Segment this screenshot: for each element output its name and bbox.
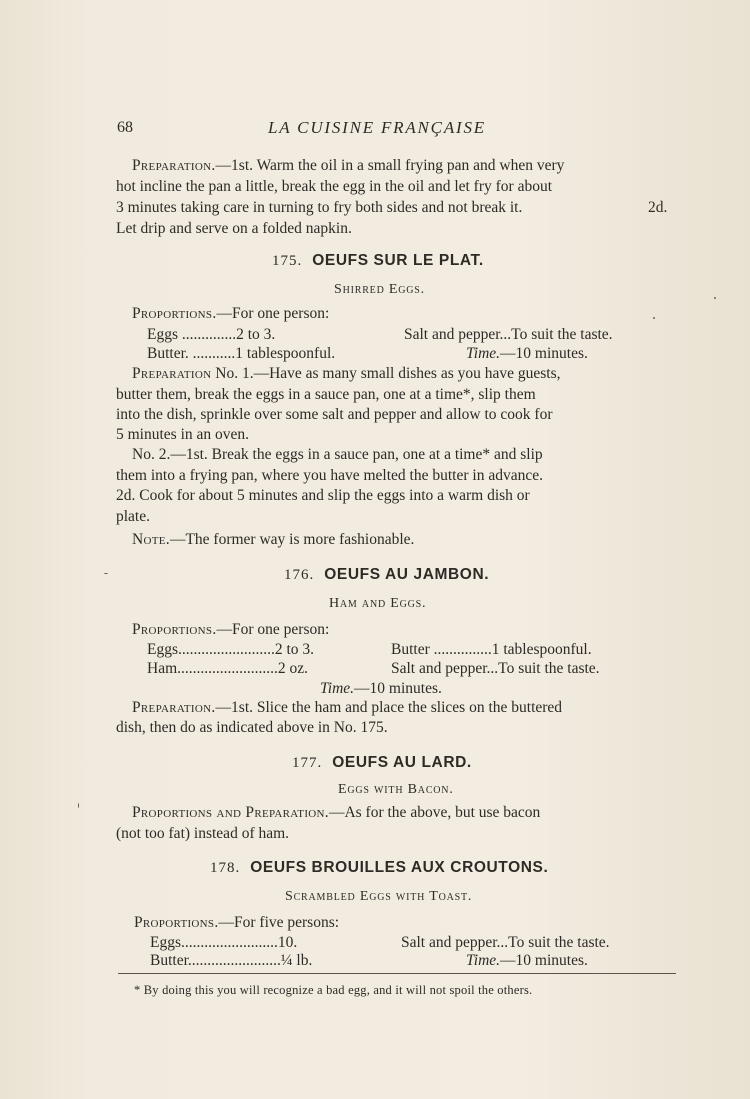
time-label: Time. xyxy=(320,680,355,697)
time-label: Time. xyxy=(466,952,501,969)
paper-speck xyxy=(104,573,108,574)
recipe-178-proportions xyxy=(134,912,339,933)
recipe-176-heading xyxy=(284,566,489,584)
recipe-177-line-2: (not too fat) instead of ham. xyxy=(116,825,290,842)
footnote: * By doing this you will recognize a bad egg, and it will not spoil the others. xyxy=(134,983,533,997)
time-value: —10 minutes. xyxy=(500,345,588,362)
intro-line-4: Let drip and serve on a folded napkin. xyxy=(116,220,352,237)
preparation-label: Preparation. xyxy=(132,157,216,174)
recipe-178-salt: Salt and pepper...To suit the taste. xyxy=(401,934,610,951)
recipe-175-prep2-line-4: plate. xyxy=(116,508,150,525)
proportions-label: Proportions. xyxy=(132,621,217,638)
paper-speck xyxy=(653,317,655,319)
proportions-preparation-label: Proportions and Preparation. xyxy=(132,804,329,821)
recipe-178-title: OEUFS BROUILLES AUX CROUTONS. xyxy=(250,859,549,876)
intro-line-3a: 3 minutes taking care in turning to fry both sides and not break it. xyxy=(116,199,523,216)
page-number: 68 xyxy=(117,119,133,136)
recipe-176-prep-line-2: dish, then do as indicated above in No. 175. xyxy=(116,719,388,736)
recipe-175-prep2-line-1: No. 2.—1st. Break the eggs in a sauce pan, one at a time* and slip xyxy=(132,446,543,463)
time-value: —10 minutes. xyxy=(500,952,588,969)
recipe-177-number: 177. xyxy=(292,755,323,771)
recipe-175-butter: Butter. ...........1 tablespoonful. xyxy=(147,345,336,362)
note-label: Note. xyxy=(132,531,170,548)
proportions-label: Proportions. xyxy=(134,914,219,931)
recipe-175-number: 175. xyxy=(272,253,303,269)
time-label: Time. xyxy=(466,345,501,362)
recipe-177-text: —As for the above, but use bacon xyxy=(328,804,541,821)
proportions-text: —For five persons: xyxy=(218,914,340,931)
running-title: LA CUISINE FRANÇAISE xyxy=(268,118,486,137)
recipe-175-subtitle: Shirred Eggs. xyxy=(334,282,425,297)
recipe-178-number: 178. xyxy=(210,860,241,876)
recipe-178-heading xyxy=(210,859,548,877)
recipe-175-title: OEUFS SUR LE PLAT. xyxy=(312,252,484,269)
preparation-label: Preparation. xyxy=(132,699,216,716)
intro-line-3b: 2d. xyxy=(648,199,668,216)
note-text: —The former way is more fashionable. xyxy=(169,531,415,548)
prep-text: —1st. Slice the ham and place the slices on the buttered xyxy=(215,699,563,716)
recipe-176-salt: Salt and pepper...To suit the taste. xyxy=(391,660,600,677)
recipe-175-prep1-line-1 xyxy=(132,363,561,384)
proportions-text: —For one person: xyxy=(216,621,330,638)
recipe-176-butter: Butter ...............1 tablespoonful. xyxy=(391,641,592,658)
recipe-176-subtitle: Ham and Eggs. xyxy=(329,596,427,611)
recipe-175-salt: Salt and pepper...To suit the taste. xyxy=(404,326,613,343)
paper-speck xyxy=(78,803,79,808)
recipe-176-number: 176. xyxy=(284,567,315,583)
recipe-176-ham: Ham..........................2 oz. xyxy=(147,660,309,677)
recipe-177-line-1 xyxy=(132,802,540,823)
prep1-text: No. 1.—Have as many small dishes as you have guests, xyxy=(211,365,561,382)
recipe-176-eggs: Eggs.........................2 to 3. xyxy=(147,641,315,658)
proportions-label: Proportions. xyxy=(132,305,217,322)
recipe-178-eggs: Eggs.........................10. xyxy=(150,934,298,951)
recipe-176-proportions xyxy=(132,619,329,640)
recipe-175-note xyxy=(132,529,414,550)
recipe-175-prep1-line-2: butter them, break the eggs in a sauce pan, one at a time*, slip them xyxy=(116,386,536,403)
recipe-176-prep-line-1 xyxy=(132,697,562,718)
recipe-177-subtitle: Eggs with Bacon. xyxy=(338,782,454,797)
intro-line-1 xyxy=(132,155,564,176)
recipe-175-time xyxy=(466,343,588,364)
recipe-176-time xyxy=(320,678,442,699)
recipe-175-prep1-line-3: into the dish, sprinkle over some salt and pepper and allow to cook for xyxy=(116,406,553,423)
recipe-178-subtitle: Scrambled Eggs with Toast. xyxy=(285,889,473,904)
footnote-rule xyxy=(118,973,676,974)
recipe-177-heading xyxy=(292,754,472,772)
preparation-label: Preparation xyxy=(132,365,212,382)
recipe-178-butter: Butter........................¼ lb. xyxy=(150,952,313,969)
intro-line-2: hot incline the pan a little, break the egg in the oil and let fry for about xyxy=(116,178,553,195)
paper-speck xyxy=(714,297,716,299)
recipe-175-proportions xyxy=(132,303,329,324)
recipe-175-prep2-line-3: 2d. Cook for about 5 minutes and slip the eggs into a warm dish or xyxy=(116,487,530,504)
recipe-175-prep2-line-2: them into a frying pan, where you have melted the butter in advance. xyxy=(116,467,543,484)
recipe-177-title: OEUFS AU LARD. xyxy=(332,754,472,771)
recipe-175-eggs: Eggs ..............2 to 3. xyxy=(147,326,276,343)
intro-line-1-text: —1st. Warm the oil in a small frying pan and when very xyxy=(215,157,565,174)
recipe-176-title: OEUFS AU JAMBON. xyxy=(324,566,490,583)
proportions-text: —For one person: xyxy=(216,305,330,322)
recipe-175-prep1-line-4: 5 minutes in an oven. xyxy=(116,426,250,443)
recipe-175-heading xyxy=(272,252,484,270)
recipe-178-time xyxy=(466,950,588,971)
time-value: —10 minutes. xyxy=(354,680,442,697)
